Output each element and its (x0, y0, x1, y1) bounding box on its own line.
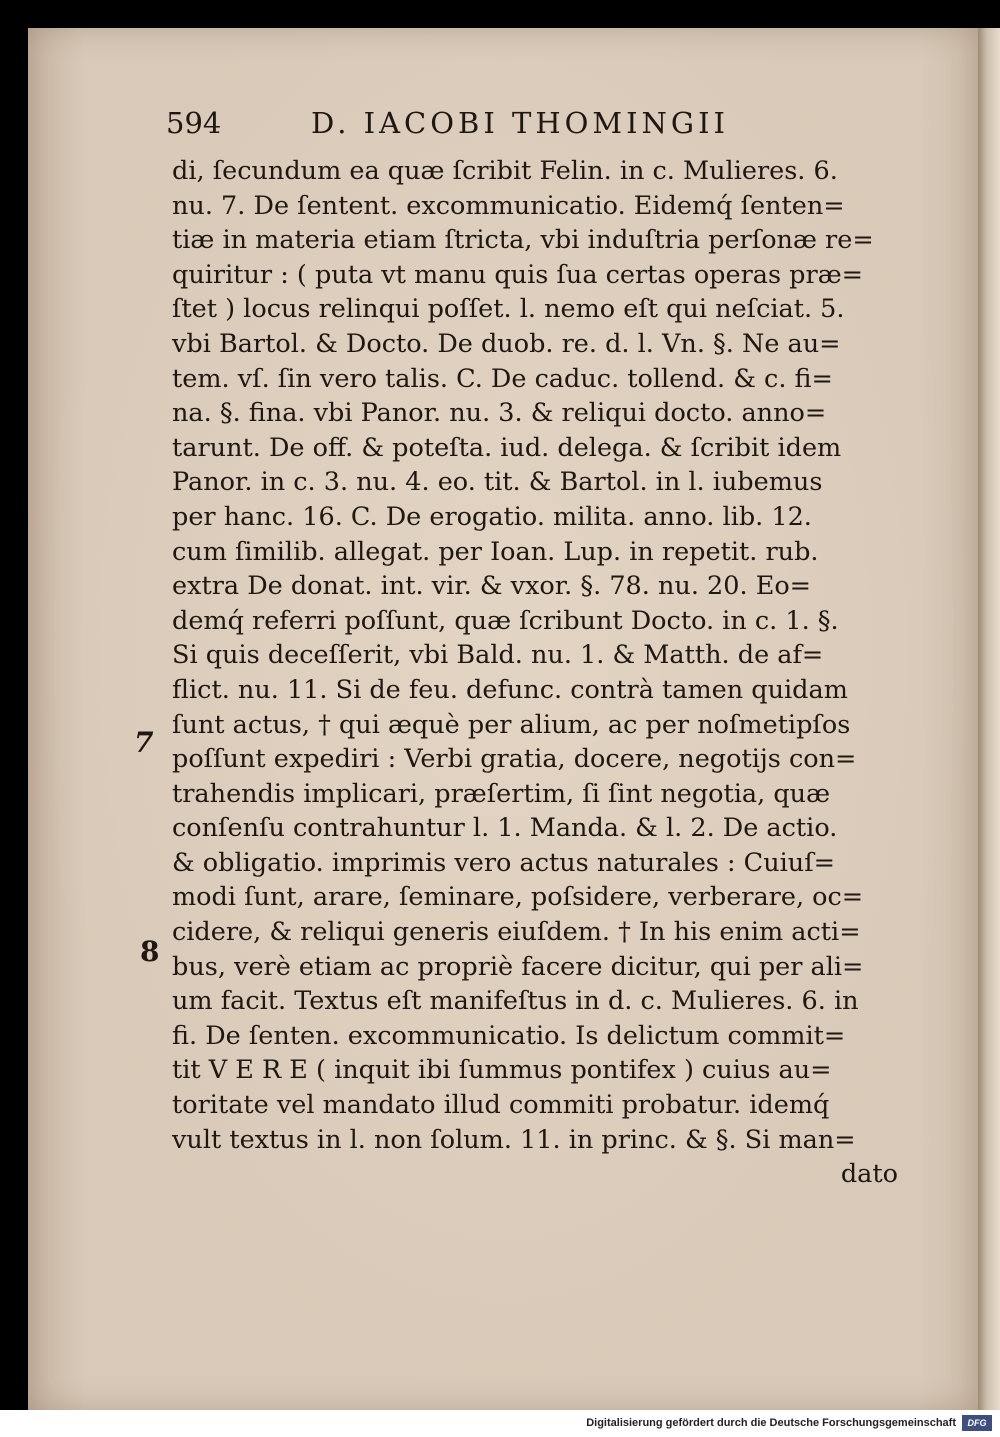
page-edge (978, 28, 1000, 1410)
text-line: poſſunt expediri : Verbi gratia, docere, negotijs con= (172, 744, 857, 775)
text-line: modi ſunt, arare, ſeminare, poſsidere, verberare, oc= (172, 882, 864, 913)
text-line: tit V E R E ( inquit ibi ſummus pontifex ) cuius au= (172, 1055, 832, 1086)
text-line: & obligatio. imprimis vero actus naturales : Cuiuſ= (172, 847, 835, 878)
text-line: tem. vſ. ſin vero talis. C. De caduc. tollend. & c. fi= (172, 363, 833, 394)
text-line: extra De donat. int. vir. & vxor. §. 78. nu. 20. Eo= (172, 571, 812, 602)
marginal-number-8: 8 (140, 935, 160, 968)
funding-credit: Digitalisierung gefördert durch die Deutsche Forschungsgemeinschaft (586, 1417, 956, 1429)
text-line: cidere, & reliqui generis eiuſdem. † In his enim acti= (172, 917, 861, 948)
text-line: nu. 7. De ſentent. excommunicatio. Eidemq́ ſenten= (172, 190, 845, 221)
digitization-footer (0, 1410, 1000, 1437)
text-line: di, ſecundum ea quæ ſcribit Felin. in c. Mulieres. 6. (172, 156, 838, 186)
text-line: toritate vel mandato illud commiti probatur. idemq́ (172, 1090, 830, 1121)
text-line: cum ſimilib. allegat. per Ioan. Lup. in repetit. rub. (172, 536, 819, 567)
text-line: flict. nu. 11. Si de feu. defunc. contrà tamen quidam (172, 674, 848, 705)
text-line: um facit. Textus eſt manifeſtus in d. c. Mulieres. 6. in (172, 986, 859, 1017)
catchword: dato (840, 1159, 898, 1190)
page-number: 594 (166, 106, 222, 140)
text-line: vbi Bartol. & Docto. De duob. re. d. l. Vn. §. Ne au= (172, 328, 841, 359)
text-line: ſunt actus, † qui æquè per alium, ac per noſmetipſos (172, 709, 851, 740)
running-head (166, 106, 846, 146)
text-line: conſenſu contrahuntur l. 1. Manda. & l. 2. De actio. (172, 813, 838, 844)
text-line: trahendis implicari, præſertim, ſi ſint negotia, quæ (172, 778, 831, 809)
text-line: quiritur : ( puta vt manu quis ſua certas operas præ= (172, 259, 864, 290)
text-line: na. §. fina. vbi Panor. nu. 3. & reliqui docto. anno= (172, 398, 827, 429)
text-line: tarunt. De off. & poteſta. iud. delega. & ſcribit idem (172, 432, 842, 463)
marginal-number-7: 7 (134, 726, 154, 759)
text-line: Si quis deceſſerit, vbi Bald. nu. 1. & Matth. de af= (172, 640, 824, 671)
text-line: Panor. in c. 3. nu. 4. eo. tit. & Bartol. in l. iubemus (172, 467, 823, 498)
text-line: vult textus in l. non ſolum. 11. in princ. & §. Si man= (172, 1124, 856, 1155)
text-line: ſtet ) locus relinqui poſſet. l. nemo eſt qui neſciat. 5. (172, 294, 845, 325)
body-text (172, 154, 910, 1192)
text-line: tiæ in materia etiam ſtricta, vbi induſtria perſonæ re= (172, 225, 874, 256)
text-line: bus, verè etiam ac propriè facere dicitur, qui per ali= (172, 951, 864, 982)
text-line: fi. De ſenten. excommunicatio. Is delictum commit= (172, 1020, 846, 1051)
text-line: per hanc. 16. C. De erogatio. milita. anno. lib. 12. (172, 501, 812, 532)
text-line: demq́ referri poſſunt, quæ ſcribunt Docto. in c. 1. §. (172, 605, 839, 636)
dfg-logo-icon: DFG (962, 1415, 992, 1431)
running-head-title: D. IACOBI THOMINGII (311, 106, 730, 140)
